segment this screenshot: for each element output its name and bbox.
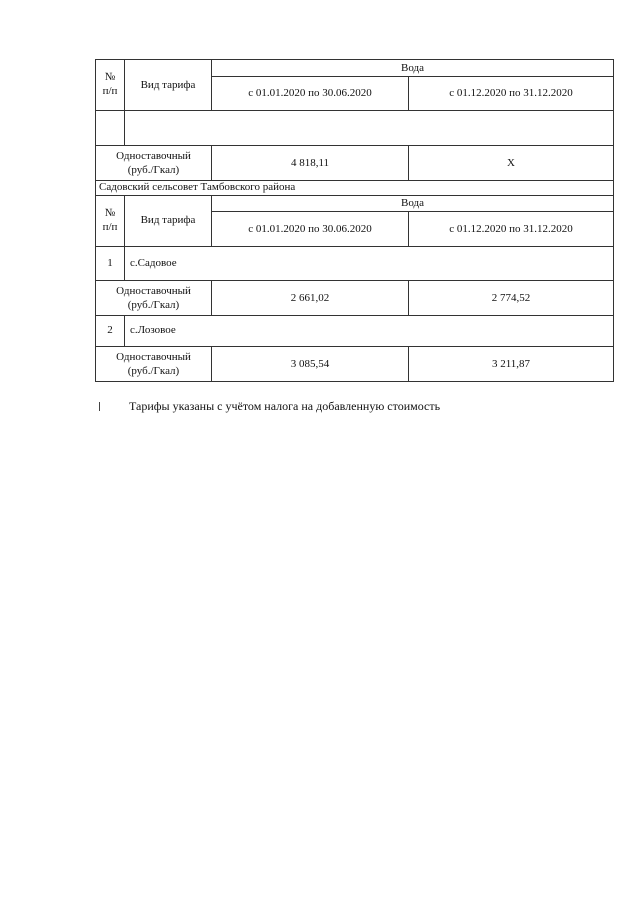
t1-empty-name-cell <box>124 110 614 146</box>
t2-row1-num: 1 <box>107 257 113 269</box>
t2-period1: с 01.01.2020 по 30.06.2020 <box>248 223 372 235</box>
t2-num-header-line2: п/п <box>102 221 118 233</box>
t1-row-label-line1: Одноставочный <box>116 150 191 162</box>
t2-row2-label-line1: Одноставочный <box>116 351 191 363</box>
t1-empty-num-cell <box>95 110 125 146</box>
t2-row2-num: 2 <box>107 324 113 336</box>
t2-row1-value1: 2 661,02 <box>290 292 330 304</box>
t2-row1-settlement-cell <box>124 246 614 281</box>
footnote: Тарифы указаны с учётом налога на добавленную стоимость <box>129 399 441 413</box>
t2-group-header: Вода <box>401 197 424 209</box>
t1-value2: X <box>507 157 515 169</box>
t1-num-header-line2: п/п <box>102 85 118 97</box>
t2-row2-value1: 3 085,54 <box>290 358 330 370</box>
t1-period2: с 01.12.2020 по 31.12.2020 <box>449 87 573 99</box>
t1-period1: с 01.01.2020 по 30.06.2020 <box>248 87 372 99</box>
t2-num-header-line1: № <box>104 207 116 219</box>
t2-row1-label-line2: (руб./Гкал) <box>127 299 180 311</box>
t2-row1-settlement: с.Садовое <box>130 257 177 269</box>
t2-row2-label-line2: (руб./Гкал) <box>127 365 180 377</box>
t2-row2-settlement-cell <box>124 315 614 347</box>
t2-row1-label-line1: Одноставочный <box>116 285 191 297</box>
t1-group-header: Вода <box>401 62 424 74</box>
t1-num-header-line1: № <box>104 71 116 83</box>
t2-row2-value2: 3 211,87 <box>491 358 531 370</box>
t1-value1: 4 818,11 <box>290 157 330 169</box>
t2-period2: с 01.12.2020 по 31.12.2020 <box>449 223 573 235</box>
t1-type-header: Вид тарифа <box>140 79 196 91</box>
footnote-marker <box>99 402 100 411</box>
t2-row2-settlement: с.Лозовое <box>130 324 176 336</box>
t2-row1-value2: 2 774,52 <box>491 292 531 304</box>
t1-row-label-line2: (руб./Гкал) <box>127 164 180 176</box>
t2-type-header: Вид тарифа <box>140 214 196 226</box>
section-title: Садовский сельсовет Тамбовского района <box>99 181 296 193</box>
